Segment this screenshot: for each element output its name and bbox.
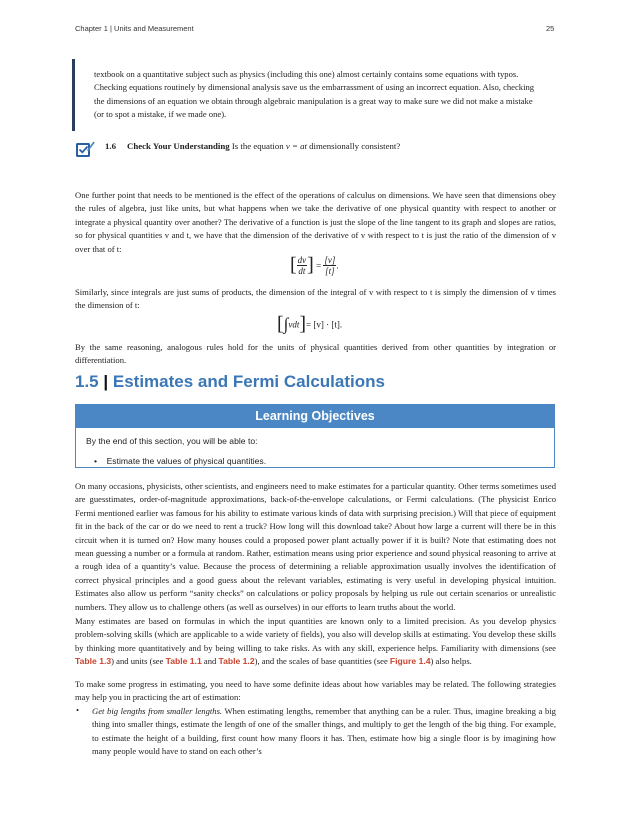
quote-paragraph: textbook on a quantitative subject such as physics (including this one) almost certainly contains some equations with typos. Checking equations routinely by dimensional analysis save us the embarrassment of using an incorrect equation. Also, checking the dimensions of an equation we obtain through algebraic manipulation is a great way to make sure we did not make a mistake (or to spot a mistake, if we made one). (94, 69, 535, 119)
paragraph-estimates: On many occasions, physicists, other scientists, and engineers need to make estimates for a particular quantity. Other terms sometimes used are guesstimates, order-of-magnitude approximations, back-of-the-envelope calculations, or Fermi calculations. (The physicist Enrico Fermi mentioned earlier was famous for his ability to estimate various kinds of data with surprising precision.) Will that piece of equipment fit in the back of the car or do we need to rent a truck? How long will this download take? About how large a current will there be in this circuit when it is turned on? How many houses could a proposed power plant actually power if it is built? Note that estimating does not mean guessing a number or a formula at random. Rather, estimation means using prior experience and sound physical reasoning to arrive at a rough idea of a quantity’s value. Because the process of determining a reliable approximation usually involves the identification of correct physical principles and a good guess about the relevant variables, estimating is very useful in developing physical intuition. Estimates also allow us perform “sanity checks” on calculations or policy proposals by helping us rule out certain scenarios or unrealistic numbers. They allow us to challenge others (as well as ourselves) in our efforts to learn truths about the world. (75, 481, 556, 612)
link-table-1-3[interactable]: Table 1.3 (75, 656, 112, 667)
eq2-lhs: vdt (288, 319, 300, 330)
eq1-num: dv (297, 255, 307, 265)
quote-bar (72, 59, 75, 131)
learning-objectives-intro: By the end of this section, you will be able to: (86, 436, 258, 446)
eq1-rhs-den: [t] (325, 266, 335, 276)
learning-objective-text: Estimate the values of physical quantities. (106, 456, 267, 466)
cyu-title: Check Your Understanding (127, 141, 230, 151)
running-header-chapter: Chapter 1 | Units and Measurement (75, 24, 194, 33)
cyu-q-pre: Is the equation (231, 141, 286, 151)
paragraph-progress: To make some progress in estimating, you need to have some definite ideas about how variables may be related. The following strategies may help you in practicing the art of estimation: (75, 679, 556, 703)
cyu-question (105, 141, 400, 151)
eq2-rhs: = [v] · [t]. (306, 319, 343, 330)
bullet-lead: Get big lengths from smaller lengths. (92, 706, 223, 716)
learning-objective-item: • Estimate the values of physical quantities. (94, 456, 267, 466)
cyu-q-eq: v = at (285, 141, 307, 151)
paragraph-analogous: By the same reasoning, analogous rules hold for the units of physical quantities derived from other quantities by integration or differentiation. (75, 342, 556, 366)
bullet-item (92, 705, 556, 759)
equation-derivative: [ $\frac{dv}{dt}$ ] = $\frac{[v]}{[t]}$ . (290, 254, 339, 276)
bullet-text: When estimating lengths, remember that anything can be a ruler. Thus, imagine breaking a big thing into smaller things, estimate the length of one of the smaller things, and multiply to get the length of the big thing. For example, to estimate the height of a building, first count how many floors it has. Then, estimate how big a single floor is by imagining how many people would have to stand on each other’s (92, 706, 556, 757)
section-heading (75, 372, 385, 392)
eq1-rhs-num: [v] (324, 255, 336, 265)
link-table-1-1[interactable]: Table 1.1 (165, 656, 202, 667)
eq1-den: dt (298, 266, 306, 276)
link-table-1-2[interactable]: Table 1.2 (218, 656, 255, 667)
section-title: Estimates and Fermi Calculations (112, 372, 385, 391)
paragraph-formulas: Many estimates are based on formulas in which the input quantities are known only to a limited precision. As you develop physics problem-solving skills (which are applicable to a wide variety of fields), you also will develop skills at estimating. You develop these skills by thinking more quantitatively and by being willing to take risks. As with any skill, experience helps. Familiarity with dimensions (see Table 1.3) and units (see Table 1.1 and Table 1.2), and the scales of base quantities (see Figure 1.4) also helps. (75, 616, 556, 667)
section-separator: | (103, 372, 109, 391)
bullet-marker: • (76, 705, 80, 715)
check-your-understanding (75, 139, 555, 163)
equation-integral: [∫vdt]= [v] · [t]. (277, 313, 343, 335)
section-number: 1.5 (75, 372, 99, 391)
paragraph-integral: Similarly, since integrals are just sums of products, the dimension of the integral of v with respect to t is simply the dimension of v times the dimension of t: (75, 287, 556, 311)
checkbox-pencil-icon (75, 139, 95, 159)
page-number: 25 (546, 24, 555, 33)
cyu-q-post: dimensionally consistent? (306, 141, 401, 151)
learning-objectives-heading: Learning Objectives (76, 405, 554, 428)
link-figure-1-4[interactable]: Figure 1.4 (389, 656, 431, 667)
paragraph-calculus: One further point that needs to be mentioned is the effect of the operations of calculus on dimensions. We have seen that dimensions obey the rules of algebra, just like units, but what happens when we take the derivative of one physical quantity with respect to another or integrate a physical quantity over another? The derivative of a function is just the slope of the line tangent to its graph and slopes are ratios, so for physical quantities v and t, we have that the dimension of the derivative of v with respect to t is just the ratio of the dimension of v over that of t: (75, 190, 556, 254)
cyu-number: 1.6 (105, 141, 116, 151)
learning-objectives-box (75, 404, 555, 468)
